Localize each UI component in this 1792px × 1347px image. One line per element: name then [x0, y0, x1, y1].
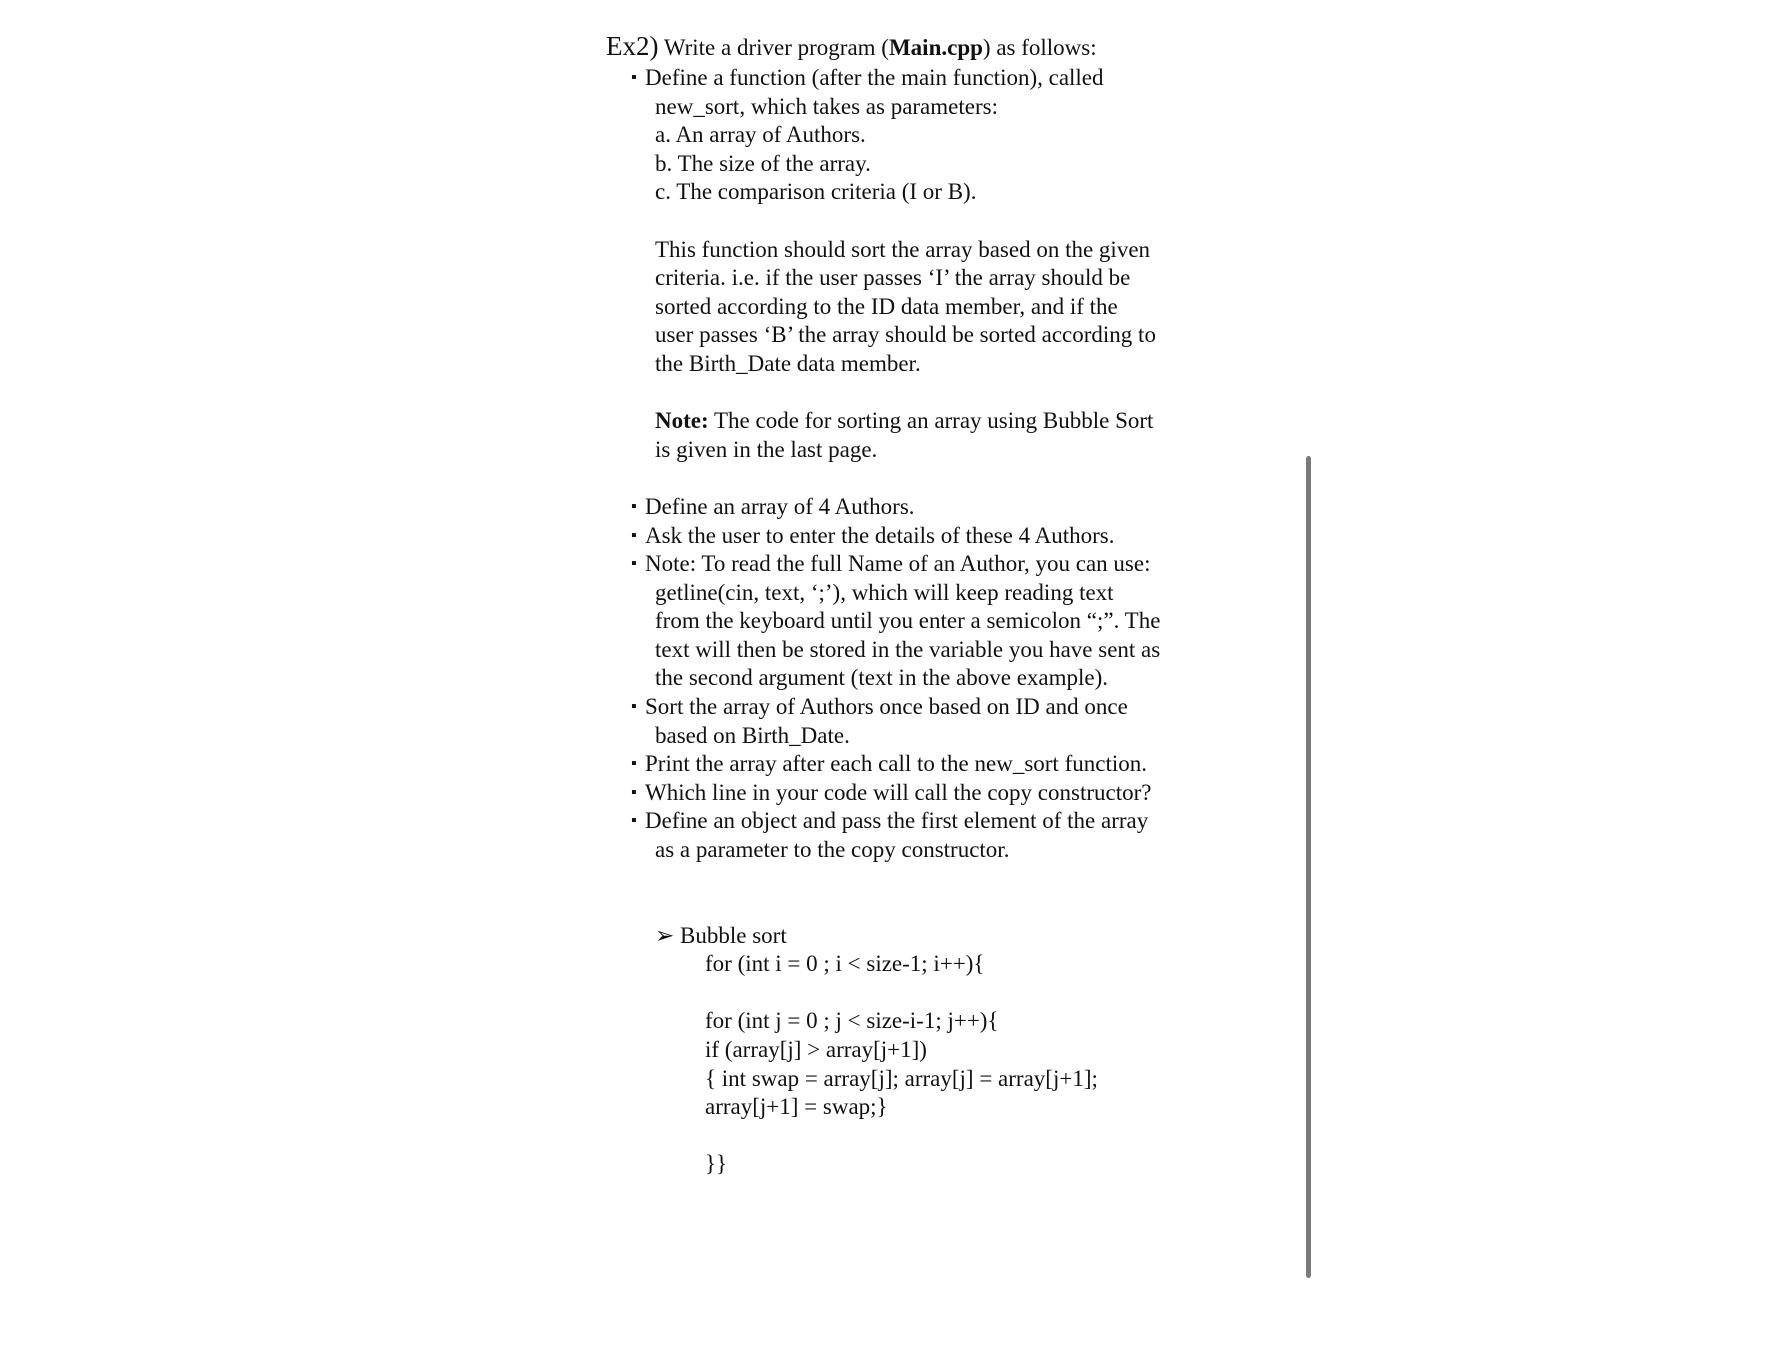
paragraph-line: criteria. i.e. if the user passes ‘I’ the array should be — [655, 265, 1131, 291]
bullet-item-getline-note — [606, 550, 1246, 579]
bullet-text: Define an object and pass the first element of the array — [645, 808, 1149, 834]
code-line — [606, 1122, 1246, 1151]
bullet-continuation: the second argument (text in the above example). — [655, 665, 1109, 691]
bullet-marker: ▪ — [631, 69, 637, 86]
bullet-marker: ▪ — [631, 783, 637, 801]
paragraph-line: user passes ‘B’ the array should be sorted according to — [655, 322, 1156, 348]
vertical-scrollbar[interactable] — [1306, 456, 1311, 1278]
paragraph-line: the Birth_Date data member. — [655, 350, 921, 376]
bullet-text: Define an array of 4 Authors. — [645, 493, 915, 519]
exercise-heading — [606, 30, 1246, 64]
exercise-number: Ex2) — [606, 31, 659, 61]
bullet-item-sort-array — [606, 693, 1246, 722]
bullet-item-define-function — [606, 64, 1246, 93]
code-line: if (array[j] > array[j+1]) — [705, 1037, 927, 1062]
bullet-text: Define a function (after the main function), called — [645, 65, 1104, 90]
bullet-continuation: from the keyboard until you enter a semicolon “;”. The — [655, 608, 1161, 634]
bullet-item-define-array — [606, 493, 1246, 522]
param-b: b. The size of the array. — [655, 150, 871, 176]
bubble-sort-heading — [606, 922, 1246, 951]
code-line — [606, 979, 1246, 1008]
bullet-item-print-array — [606, 750, 1246, 779]
document-page — [606, 30, 1246, 1179]
code-line: for (int i = 0 ; i < size-1; i++){ — [705, 951, 985, 977]
arrow-bullet-icon: ➢ — [655, 922, 675, 948]
paragraph-line: sorted according to the ID data member, and if the — [655, 293, 1118, 319]
code-line: }} — [705, 1151, 728, 1177]
bullet-marker: ▪ — [631, 812, 637, 830]
bullet-marker: ▪ — [631, 555, 637, 573]
note-line — [606, 407, 1246, 436]
bullet-text: Note: To read the full Name of an Author, you can use: — [645, 551, 1151, 577]
bullet-marker: ▪ — [631, 698, 637, 716]
bullet-continuation: text will then be stored in the variable you have sent as — [655, 636, 1161, 662]
heading-filename: Main.cpp — [888, 35, 983, 60]
bullet-item-define-object — [606, 807, 1246, 836]
bullet-item-ask-user — [606, 522, 1246, 551]
note-label: Note: — [655, 408, 709, 434]
code-line: { int swap = array[j]; array[j] = array[j+1]; — [705, 1065, 1098, 1091]
bullet-text: Ask the user to enter the details of these 4 Authors. — [645, 522, 1115, 548]
bullet-continuation: based on Birth_Date. — [655, 722, 850, 748]
bullet-continuation: new_sort, which takes as parameters: — [655, 93, 998, 119]
bullet-text: Sort the array of Authors once based on ID and once — [645, 694, 1128, 720]
code-line: for (int j = 0 ; j < size-i-1; j++){ — [705, 1008, 999, 1034]
note-line: is given in the last page. — [655, 436, 878, 462]
heading-text-before: Write a driver program ( — [658, 35, 889, 60]
param-a: a. An array of Authors. — [655, 122, 866, 148]
paragraph-line: This function should sort the array based on the given — [655, 236, 1151, 262]
param-c: c. The comparison criteria (I or B). — [655, 179, 977, 205]
bullet-marker: ▪ — [631, 497, 637, 515]
code-line: array[j+1] = swap;} — [705, 1094, 888, 1120]
bullet-continuation: as a parameter to the copy constructor. — [655, 837, 1010, 863]
bullet-text: Which line in your code will call the copy constructor? — [645, 779, 1152, 805]
heading-text-after: ) as follows: — [982, 35, 1097, 60]
bullet-text: Print the array after each call to the new_sort function. — [645, 751, 1147, 777]
bubble-sort-title: Bubble sort — [674, 922, 787, 948]
note-text: The code for sorting an array using Bubble Sort — [708, 408, 1154, 434]
bullet-marker: ▪ — [631, 755, 637, 773]
bullet-marker: ▪ — [631, 526, 637, 544]
bullet-continuation: getline(cin, text, ‘;’), which will keep reading text — [655, 579, 1114, 605]
bullet-item-copy-constructor-question — [606, 779, 1246, 808]
